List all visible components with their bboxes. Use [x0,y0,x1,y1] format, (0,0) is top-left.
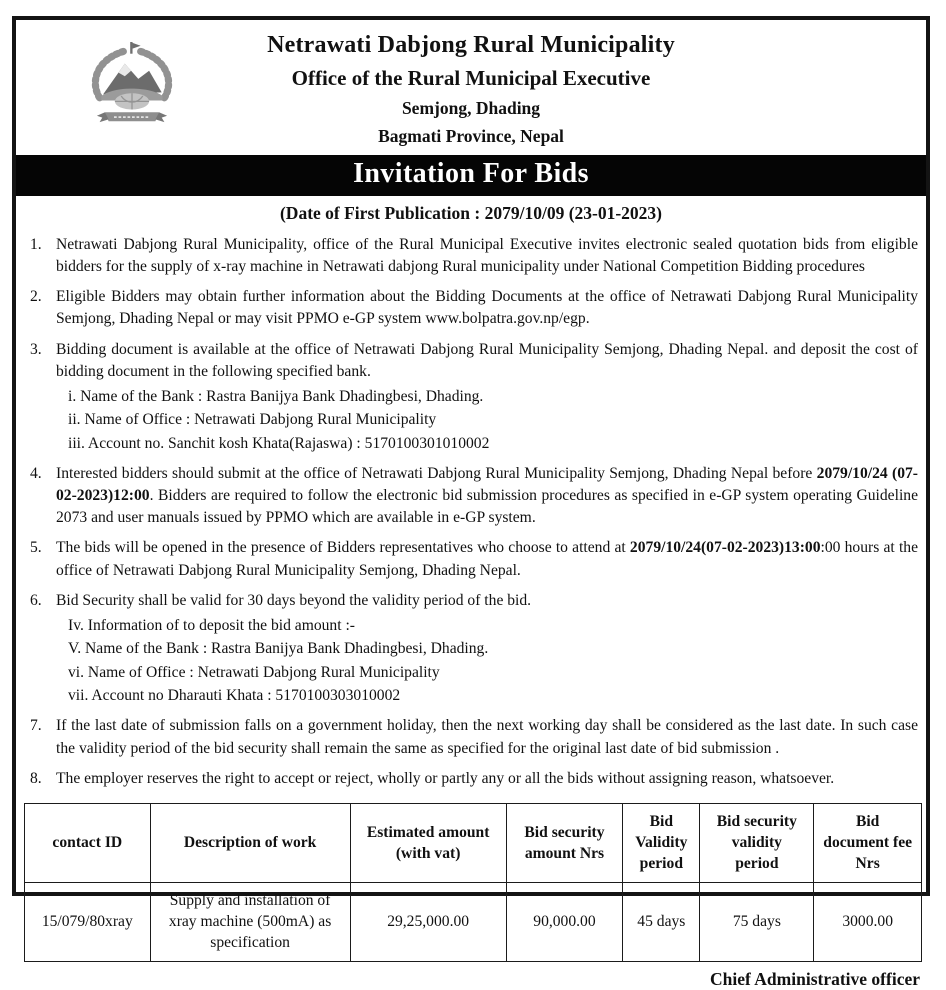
col-header-estimated-amount: Estimated amount (with vat) [350,803,506,882]
table-header-row [25,803,922,882]
item-text [56,537,918,581]
cell-bid-security-validity: 75 days [700,882,814,961]
cell-bid-security-amount: 90,000.00 [506,882,623,961]
office-province: Bagmati Province, Nepal [378,126,564,146]
col-header-bid-security-amount: Bid security amount Nrs [506,803,623,882]
item-number: 2. [30,288,42,306]
cell-estimated-amount: 29,25,000.00 [350,882,506,961]
notice-item-8 [30,768,918,790]
notice-item-4 [30,463,918,529]
item-sublist [68,385,918,455]
banner-title: Invitation For Bids [16,155,926,196]
office-location: Semjong, Dhading [401,98,541,118]
notice-sheet [12,16,930,989]
cell-contact-id: 15/079/80xray [25,882,151,961]
cell-bid-document-fee: 3000.00 [814,882,922,961]
notice-item-2 [30,286,918,330]
item-text: Netrawati Dabjong Rural Municipality, office of the Rural Municipal Executive invites electronic sealed quotation bids from eligible bidders for the supply of x-ray machine in Netrawati dabjong Rural municipality under National Competition Bidding procedures [56,236,918,276]
item-text [56,463,918,529]
notice-item-3 [30,339,918,455]
cell-description: Supply and installation of xray machine (500mA) as specification [150,882,350,961]
item-number: 7. [30,717,42,735]
deadline-datetime: 2079/10/24 (07-02-2023)12:00 [56,465,918,505]
item-number: 1. [30,236,42,253]
col-header-bid-security-validity: Bid security validity period [700,803,814,882]
bid-details-table [24,803,922,962]
publication-date-line: (Date of First Publication : 2079/10/09 (23-01-2023) [279,203,663,223]
item-text-post: . Bidders are required to follow the electronic bid submission procedures as specified in e-GP system operating Guideline 2073 and user manuals issued by PPMO which are available in e-GP system. [56,487,918,527]
table-row [25,882,922,961]
item-text: The employer reserves the right to accept or reject, wholly or partly any or all the bids without assigning reason, whatsoever. [56,769,835,787]
sub-line-bank-name: V. Name of the Bank : Rastra Banijya Bank Dhadingbesi, Dhading. [68,640,489,658]
signature-line: Chief Administrative officer [710,968,920,989]
org-name: Netrawati Dabjong Rural Municipality [267,32,675,58]
item-sublist [68,614,918,708]
notice-item-7 [30,715,918,759]
item-main-text: Bid Security shall be valid for 30 days beyond the validity period of the bid. [56,591,532,609]
item-text-pre: The bids will be opened in the presence of Bidders representatives who choose to attend at [56,539,630,557]
nepal-emblem-icon [78,36,186,138]
item-text-post: :00 hours at the office of Netrawati Dabjong Rural Municipality Semjong, Dhading Nepal. [56,539,919,579]
notice-item-5 [30,537,918,581]
document-header [16,20,926,155]
notice-list [16,224,926,790]
col-header-description: Description of work [150,803,350,882]
col-header-bid-validity-period: Bid Validity period [623,803,700,882]
sub-line-office-name: ii. Name of Office : Netrawati Dabjong Rural Municipality [68,411,437,429]
item-number: 6. [30,591,42,609]
col-header-contact-id: contact ID [25,803,151,882]
item-text-pre: Interested bidders should submit at the office of Netrawati Dabjong Rural Municipality Semjong, Dhading Nepal before [56,465,817,483]
office-name: Office of the Rural Municipal Executive [291,66,651,90]
sub-line-deposit-info: Iv. Information of to deposit the bid amount :- [68,616,355,634]
item-number: 5. [30,539,42,557]
notice-item-1 [30,234,918,278]
item-text [56,590,918,708]
item-number: 4. [30,465,42,483]
col-header-bid-document-fee: Bid document fee Nrs [814,803,922,882]
item-text [56,339,918,455]
cell-bid-validity-period: 45 days [623,882,700,961]
notice-item-6 [30,590,918,708]
opening-datetime: 2079/10/24(07-02-2023)13:00 [629,539,821,557]
sub-line-bank-name: i. Name of the Bank : Rastra Banijya Bank Dhadingbesi, Dhading. [68,387,484,405]
sub-line-office-name: vi. Name of Office : Netrawati Dabjong Rural Municipality [68,663,440,681]
item-text: If the last date of submission falls on a government holiday, then the next working day shall be considered as the last date. In such case the validity period of the bid security shall remain the same as specified for the original last date of bid submission . [56,717,918,757]
sub-line-account-number: vii. Account no Dharauti Khata : 5170100303010002 [68,687,401,705]
item-number: 8. [30,769,42,787]
item-main-text: Bidding document is available at the office of Netrawati Dabjong Rural Municipality Semjong, Dhading Nepal. and deposit the cost of bidding document in the following specified bank. [56,340,918,380]
item-number: 3. [30,340,42,358]
sub-line-account-number: iii. Account no. Sanchit kosh Khata(Rajaswa) : 5170100301010002 [68,434,490,452]
item-text: Eligible Bidders may obtain further information about the Bidding Documents at the office of Netrawati Dabjong Rural Municipality Semjong, Dhading Nepal or may visit PPMO e-GP system www.bolpatra.gov.np/egp. [56,288,918,328]
